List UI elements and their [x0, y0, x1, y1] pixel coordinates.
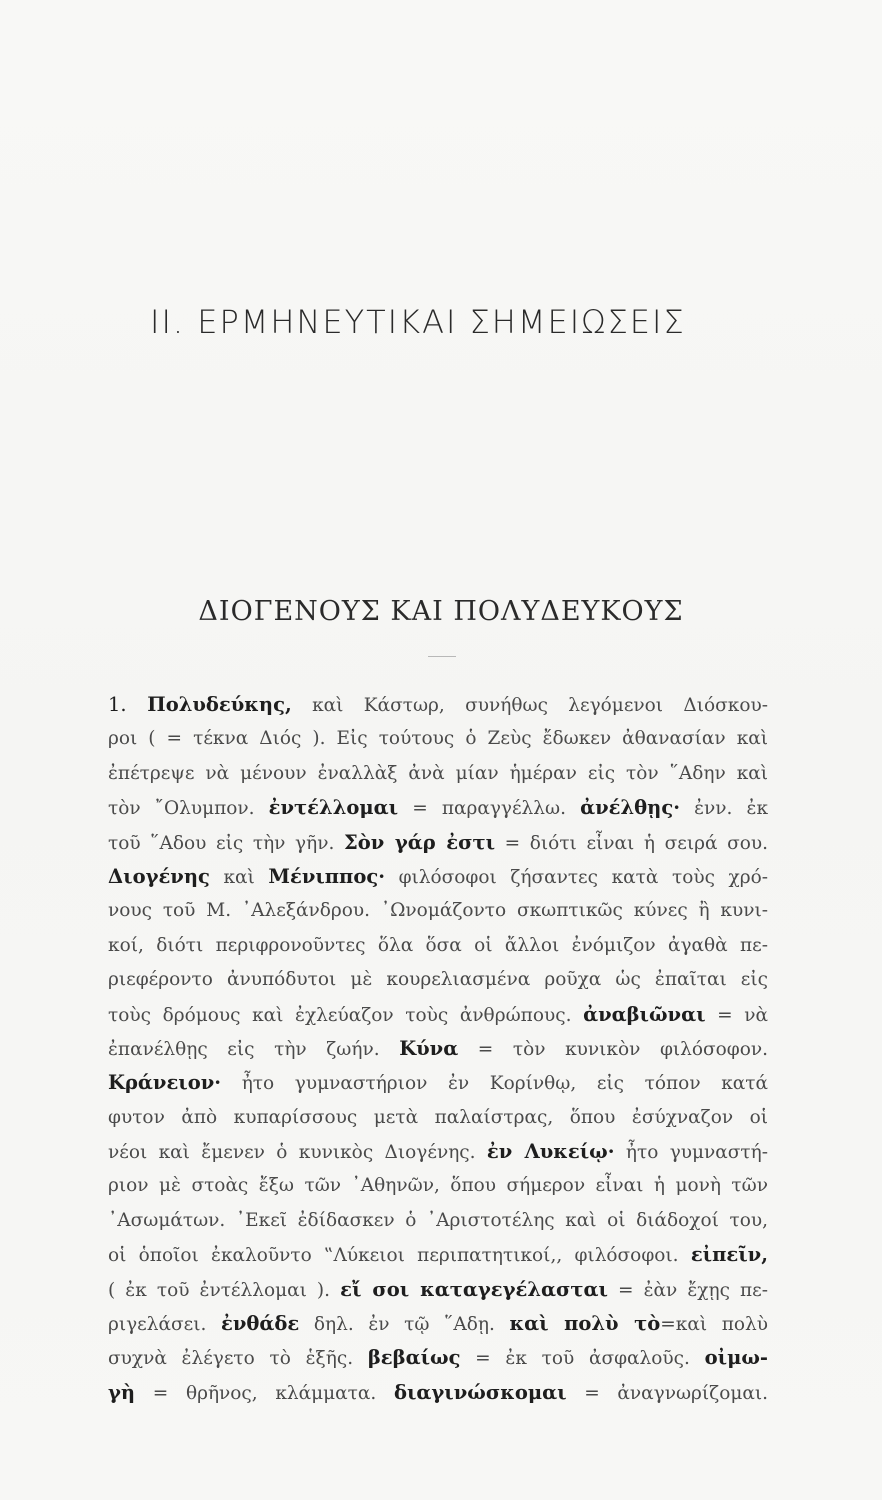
text-segment: φυτον ἀπὸ κυπαρίσσους μετὰ παλαίστρας, ὅπου ἐσύχναζον οἱ: [108, 1106, 768, 1128]
text-segment: ἐνν. ἐκ: [680, 798, 769, 820]
lemma-term: βεβαίως: [367, 1346, 461, 1370]
text-segment: ἐπανέλθῃς εἰς τὴν ζωήν.: [108, 1038, 400, 1060]
text-line: [108, 757, 768, 791]
text-segment: νους τοῦ Μ. ᾿Αλεξάνδρου. ᾿Ωνομάζοντο σκωπτικῶς κύνες ἢ κυνι-: [108, 900, 768, 922]
text-segment: τὸν ῎Ολυμπον.: [108, 798, 269, 820]
text-segment: ἐπέτρεψε νὰ μένουν ἐναλλὰξ ἀνὰ μίαν ἡμέραν εἰς τὸν ῞Αδην καὶ: [108, 762, 768, 784]
lemma-term: Κράνειον·: [108, 1071, 222, 1095]
text-line: [108, 929, 768, 963]
lemma-term: Μένιππος·: [268, 864, 385, 888]
commentary-paragraph: [108, 688, 768, 1410]
lemma-term: οἰμω-: [704, 1346, 768, 1370]
note-number: 1.: [108, 693, 148, 716]
text-segment: = τὸν κυνικὸν φιλόσοφον.: [458, 1038, 769, 1060]
text-line: [108, 998, 768, 1032]
text-segment: =καὶ πολὺ: [660, 1314, 769, 1336]
text-line: [108, 1169, 768, 1203]
text-line: [108, 722, 768, 756]
text-line: [108, 1341, 768, 1375]
text-line: [108, 894, 768, 928]
text-segment: = ἐκ τοῦ ἀσφαλοῦς.: [460, 1348, 705, 1370]
text-segment: οἱ ὁποῖοι ἐκαλοῦντο ‟Λύκειοι περιπατητικοί,, φιλόσοφοι.: [108, 1245, 691, 1267]
text-segment: = διότι εἶναι ἡ σειρά σου.: [495, 832, 768, 854]
lemma-term: ἀνέλθῃς·: [580, 796, 680, 820]
text-line: [108, 1204, 768, 1238]
text-segment: φιλόσοφοι ζήσαντες κατὰ τοὺς χρό-: [385, 866, 768, 888]
text-line: [108, 688, 768, 722]
text-segment: = νὰ: [705, 1004, 768, 1026]
lemma-term: καὶ πολὺ τὸ: [509, 1312, 661, 1336]
text-segment: δηλ. ἐν τῷ ῞Αδῃ.: [299, 1314, 510, 1336]
title-divider: [428, 656, 456, 657]
lemma-term: γὴ: [108, 1380, 136, 1404]
lemma-term: ἐνθάδε: [220, 1312, 300, 1336]
text-segment: κοί, διότι περιφρονοῦντες ὅλα ὅσα οἱ ἄλλοι ἐνόμιζον ἀγαθὰ πε-: [108, 934, 768, 956]
text-segment: καὶ Κάστωρ, συνήθως λεγόμενοι Διόσκου-: [291, 695, 768, 716]
text-segment: = ἀναγνωρίζομαι.: [566, 1382, 768, 1404]
lemma-term: εἰπεῖν,: [690, 1243, 768, 1267]
lemma-term: διαγινώσκομαι: [393, 1380, 567, 1404]
text-line: [108, 1238, 768, 1272]
dialogue-title: ΔΙΟΓΕΝΟΥΣ ΚΑΙ ΠΟΛΥΔΕΥΚΟΥΣ: [198, 596, 684, 627]
lemma-term: Κύνα: [399, 1036, 459, 1060]
text-segment: = παραγγέλλω.: [398, 798, 581, 820]
text-segment: ριεφέροντο ἀνυπόδυτοι μὲ κουρελιασμένα ροῦχα ὡς ἐπαῖται εἰς: [108, 969, 768, 991]
text-segment: τοῦ ῞Αδου εἰς τὴν γῆν.: [108, 832, 344, 854]
text-line: [108, 1376, 768, 1410]
text-segment: ριγελάσει.: [108, 1314, 221, 1336]
text-line: [108, 826, 768, 860]
section-heading: II. ΕΡΜΗΝΕΥΤΙΚΑΙ ΣΗΜΕΙΩΣΕΙΣ: [150, 303, 686, 341]
lemma-term: Σὸν γάρ ἐστι: [343, 830, 496, 854]
text-line: [108, 1101, 768, 1135]
lemma-term: Διογένης: [108, 864, 210, 888]
text-segment: τοὺς δρόμους καὶ ἐχλεύαζον τοὺς ἀνθρώπους.: [108, 1004, 584, 1026]
text-segment: συχνὰ ἐλέγετο τὸ ἑξῆς.: [108, 1348, 368, 1370]
text-segment: = ἐὰν ἔχῃς πε-: [607, 1279, 768, 1301]
text-line: [108, 791, 768, 825]
text-segment: ( ἐκ τοῦ ἐντέλλομαι ).: [108, 1279, 341, 1301]
text-line: [108, 1135, 768, 1169]
text-segment: ἦτο γυμναστήριον ἐν Κορίνθῳ, εἰς τόπον κατά: [221, 1073, 768, 1095]
text-segment: ροι ( = τέκνα Διός ). Εἰς τούτους ὁ Ζεὺς ἔδωκεν ἀθανασίαν καὶ: [108, 728, 768, 750]
text-line: [108, 1273, 768, 1307]
text-line: [108, 860, 768, 894]
text-line: [108, 1307, 768, 1341]
text-line: [108, 1066, 768, 1100]
lemma-term: ἐν Λυκείῳ·: [486, 1140, 615, 1164]
text-segment: ἦτο γυμναστή-: [614, 1142, 768, 1164]
lemma-term: εἴ σοι καταγεγέλασται: [340, 1277, 608, 1301]
lemma-term: ἐντέλλομαι: [268, 796, 399, 820]
lemma-term: ἀναβιῶναι: [583, 1002, 706, 1026]
text-line: [108, 963, 768, 997]
lemma-term: Πολυδεύκης,: [147, 693, 292, 716]
text-segment: ᾿Ασωμάτων. ᾿Εκεῖ ἐδίδασκεν ὁ ᾿Αριστοτέλης καὶ οἱ διάδοχοί του,: [108, 1209, 768, 1231]
text-segment: = θρῆνος, κλάμματα.: [135, 1382, 394, 1404]
text-segment: νέοι καὶ ἔμενεν ὁ κυνικὸς Διογένης.: [108, 1142, 487, 1164]
text-segment: καὶ: [209, 866, 269, 888]
text-line: [108, 1032, 768, 1066]
text-segment: ριον μὲ στοὰς ἔξω τῶν ᾿Αθηνῶν, ὅπου σήμερον εἶναι ἡ μονὴ τῶν: [108, 1175, 768, 1197]
